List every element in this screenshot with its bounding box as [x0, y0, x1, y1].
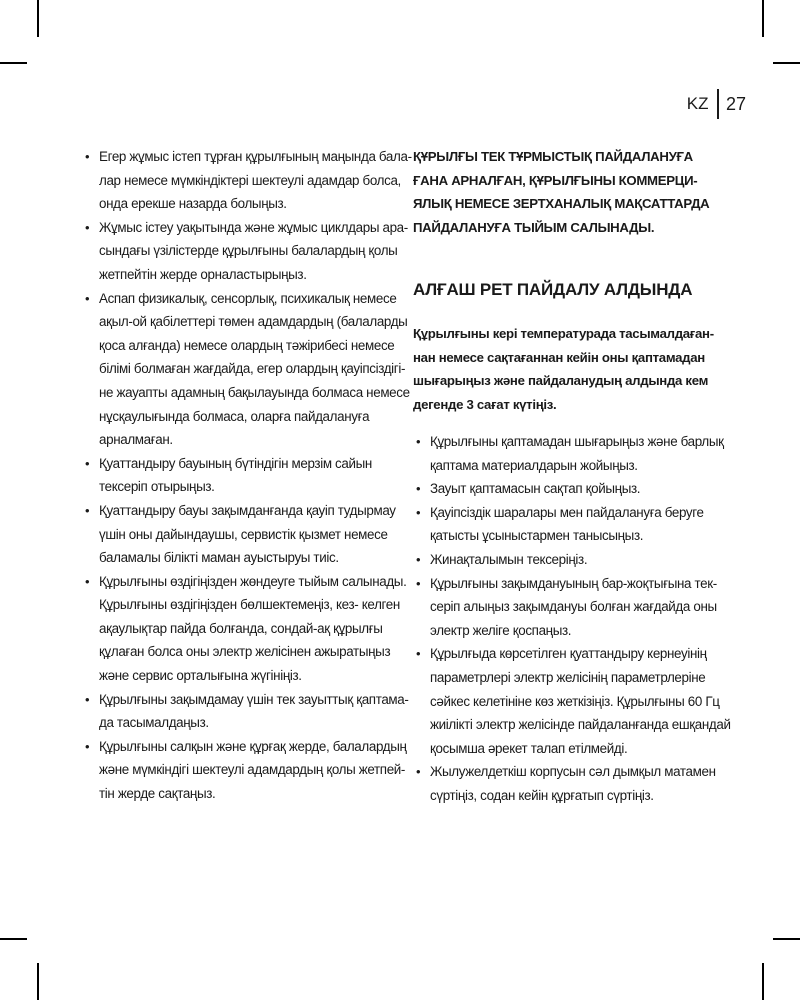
list-item: [82, 452, 400, 499]
text-line: жетпейтін жерде орналастырыңыз.: [99, 266, 307, 282]
text-line: • Құрылғыны зақымдануының бар-жоқтығына тек-: [430, 575, 717, 591]
text-line: және мүмкіндігі шектеулі адамдардың қолы жетпей-: [99, 762, 406, 778]
crop-mark: [762, 0, 764, 37]
page-header: [687, 89, 746, 119]
text-line: білімі болмаған жағдайда, егер олардың қауіпсіздігі-: [99, 361, 406, 377]
list-item: [82, 216, 408, 287]
text-line: да тасымалдаңыз.: [99, 715, 209, 731]
text-line: нұсқаулығында болмаса, оларға пайдалануға: [99, 408, 370, 424]
text-line: арналмаған.: [99, 432, 173, 448]
list-item: [82, 499, 400, 570]
safety-list: [82, 145, 412, 806]
text-line: • Жұмыс істеу уақытында және жұмыс циклдары ара-: [99, 219, 408, 235]
text-line: онда ерекше назарда болыңыз.: [99, 196, 287, 212]
text-line: • Қуаттандыру бауы зақымданғанда қауіп тудырмау: [99, 502, 396, 518]
text-line: дегенде 3 сағат күтіңіз.: [413, 396, 557, 412]
text-line: ақыл-ой қабілеттері төмен адамдардың (балаларды: [99, 314, 408, 330]
text-line: • Құрылғыны салқын және құрғақ жерде, балалардың: [99, 738, 407, 754]
text-line: • Егер жұмыс істеп тұрған құрылғының маңында бала-: [99, 149, 412, 164]
text-line: • Құрылғыны зақымдамау үшін тек зауыттық қаптама-: [99, 691, 409, 707]
text-line: қоса алғанда) немесе олардың тәжірибесі немесе: [99, 337, 395, 353]
text-line: Құрылғыны кері температурада тасымалдаған-: [413, 326, 714, 341]
crop-mark: [0, 62, 27, 64]
text-line: сындағы үзілістерде құрылғыны балалардың қолы: [99, 243, 398, 259]
text-line: ПАЙДАЛАНУҒА ТЫЙЫМ САЛЫНАДЫ.: [413, 219, 655, 235]
text-line: • Қуаттандыру бауының бүтіндігін мерзім сайын: [99, 455, 372, 471]
text-line: ҚҰРЫЛҒЫ ТЕК ТҰРМЫСТЫҚ ПАЙДАЛАНУҒА: [413, 149, 693, 164]
list-item: [82, 570, 407, 688]
text-line: нан немесе сақтағаннан кейін оны қаптамадан: [413, 349, 705, 365]
text-line: ақаулықтар пайда болғанда, сондай-ақ құрылғы: [99, 620, 383, 636]
first-use-list: [413, 430, 731, 808]
text-line: құлаған болса оны электр желісінен ажыратыңыз: [99, 644, 391, 660]
text-line: • Аспап физикалық, сенсорлық, психикалық немесе: [99, 290, 397, 306]
text-line: қосымша әрекет талап етілмейді.: [430, 740, 628, 756]
text-line: серіп алыңыз зақымдануы болған жағдайда оны: [430, 599, 717, 615]
text-line: ҒАНА АРНАЛҒАН, ҚҰРЫЛҒЫНЫ КОММЕРЦИ-: [413, 172, 698, 188]
crop-mark: [773, 62, 800, 64]
text-line: • Қауіпсіздік шаралары мен пайдалануға беруге: [430, 504, 704, 520]
list-item: [413, 572, 721, 643]
text-line: не жауапты адамның бақылауында болмаса немесе: [99, 384, 410, 400]
text-line: • Жинақталымын тексеріңіз.: [430, 551, 588, 567]
list-item: [413, 548, 721, 572]
right-column: [413, 145, 731, 808]
list-item: [82, 145, 412, 216]
text-line: тін жерде сақтаңыз.: [99, 786, 216, 802]
text-line: параметрлері электр желісінің параметрлеріне: [430, 669, 706, 685]
crop-mark: [0, 938, 27, 940]
list-item: [413, 760, 721, 807]
language-code: KZ: [686, 94, 709, 113]
text-line: сәйкес келетініне көз жеткізіңіз. Құрылғыны 60 Гц: [430, 693, 720, 709]
text-line: үшін оны дайындаушы, сервистік қызмет немесе: [99, 526, 388, 542]
text-line: қатысты ұсыныстармен танысыңыз.: [430, 528, 644, 544]
text-line: Құрылғыны өздігіңізден бөлшектемеңіз, кез- келген: [99, 597, 400, 613]
crop-mark: [762, 963, 764, 1000]
text-line: сүртіңіз, содан кейін құрғатып сүртіңіз.: [430, 787, 654, 803]
list-item: [82, 735, 407, 806]
text-line: электр желіге қоспаңыз.: [430, 622, 572, 638]
household-use-warning: [413, 145, 721, 239]
list-item: [82, 287, 410, 452]
page-number: 27: [725, 93, 746, 114]
text-line: • Құрылғыны өздігіңізден жөндеуге тыйым салынады.: [99, 573, 407, 589]
left-column: [82, 145, 412, 806]
text-line: шығарыңыз және пайдаланудың алдында кем: [413, 373, 709, 388]
text-line: • Құрылғыда көрсетілген қуаттандыру кернеуінің: [430, 646, 707, 662]
section-title: АЛҒАШ РЕТ ПАЙДАЛУ АЛДЫНДА: [413, 280, 693, 299]
text-line: тексеріп отырыңыз.: [99, 479, 215, 495]
list-item: [413, 477, 721, 501]
crop-mark: [37, 963, 39, 1000]
list-item: [413, 501, 721, 548]
text-line: • Зауыт қаптамасын сақтап қойыңыз.: [430, 481, 641, 497]
list-item: [413, 642, 731, 760]
text-line: қаптама материалдарын жойыңыз.: [430, 457, 638, 473]
list-item: [413, 430, 724, 477]
before-first-use-intro: [413, 322, 721, 416]
text-line: ЯЛЫҚ НЕМЕСЕ ЗЕРТХАНАЛЫҚ МАҚСАТТАРДА: [413, 196, 710, 211]
crop-mark: [773, 938, 800, 940]
text-line: лар немесе мүмкіндіктері шектеулі адамдар болса,: [99, 172, 401, 188]
list-item: [82, 688, 409, 735]
text-line: және сервис орталығына жүгініңіз.: [99, 668, 302, 684]
crop-mark: [37, 0, 39, 37]
text-line: • Құрылғыны қаптамадан шығарыңыз және барлық: [430, 434, 724, 449]
text-line: жиілікті электр желісінде пайдаланғанда ешқандай: [430, 717, 731, 733]
text-line: • Жылужелдеткіш корпусын сәл дымқыл матамен: [430, 764, 716, 780]
text-line: баламалы білікті маман ауыстыруы тиіс.: [99, 550, 339, 566]
